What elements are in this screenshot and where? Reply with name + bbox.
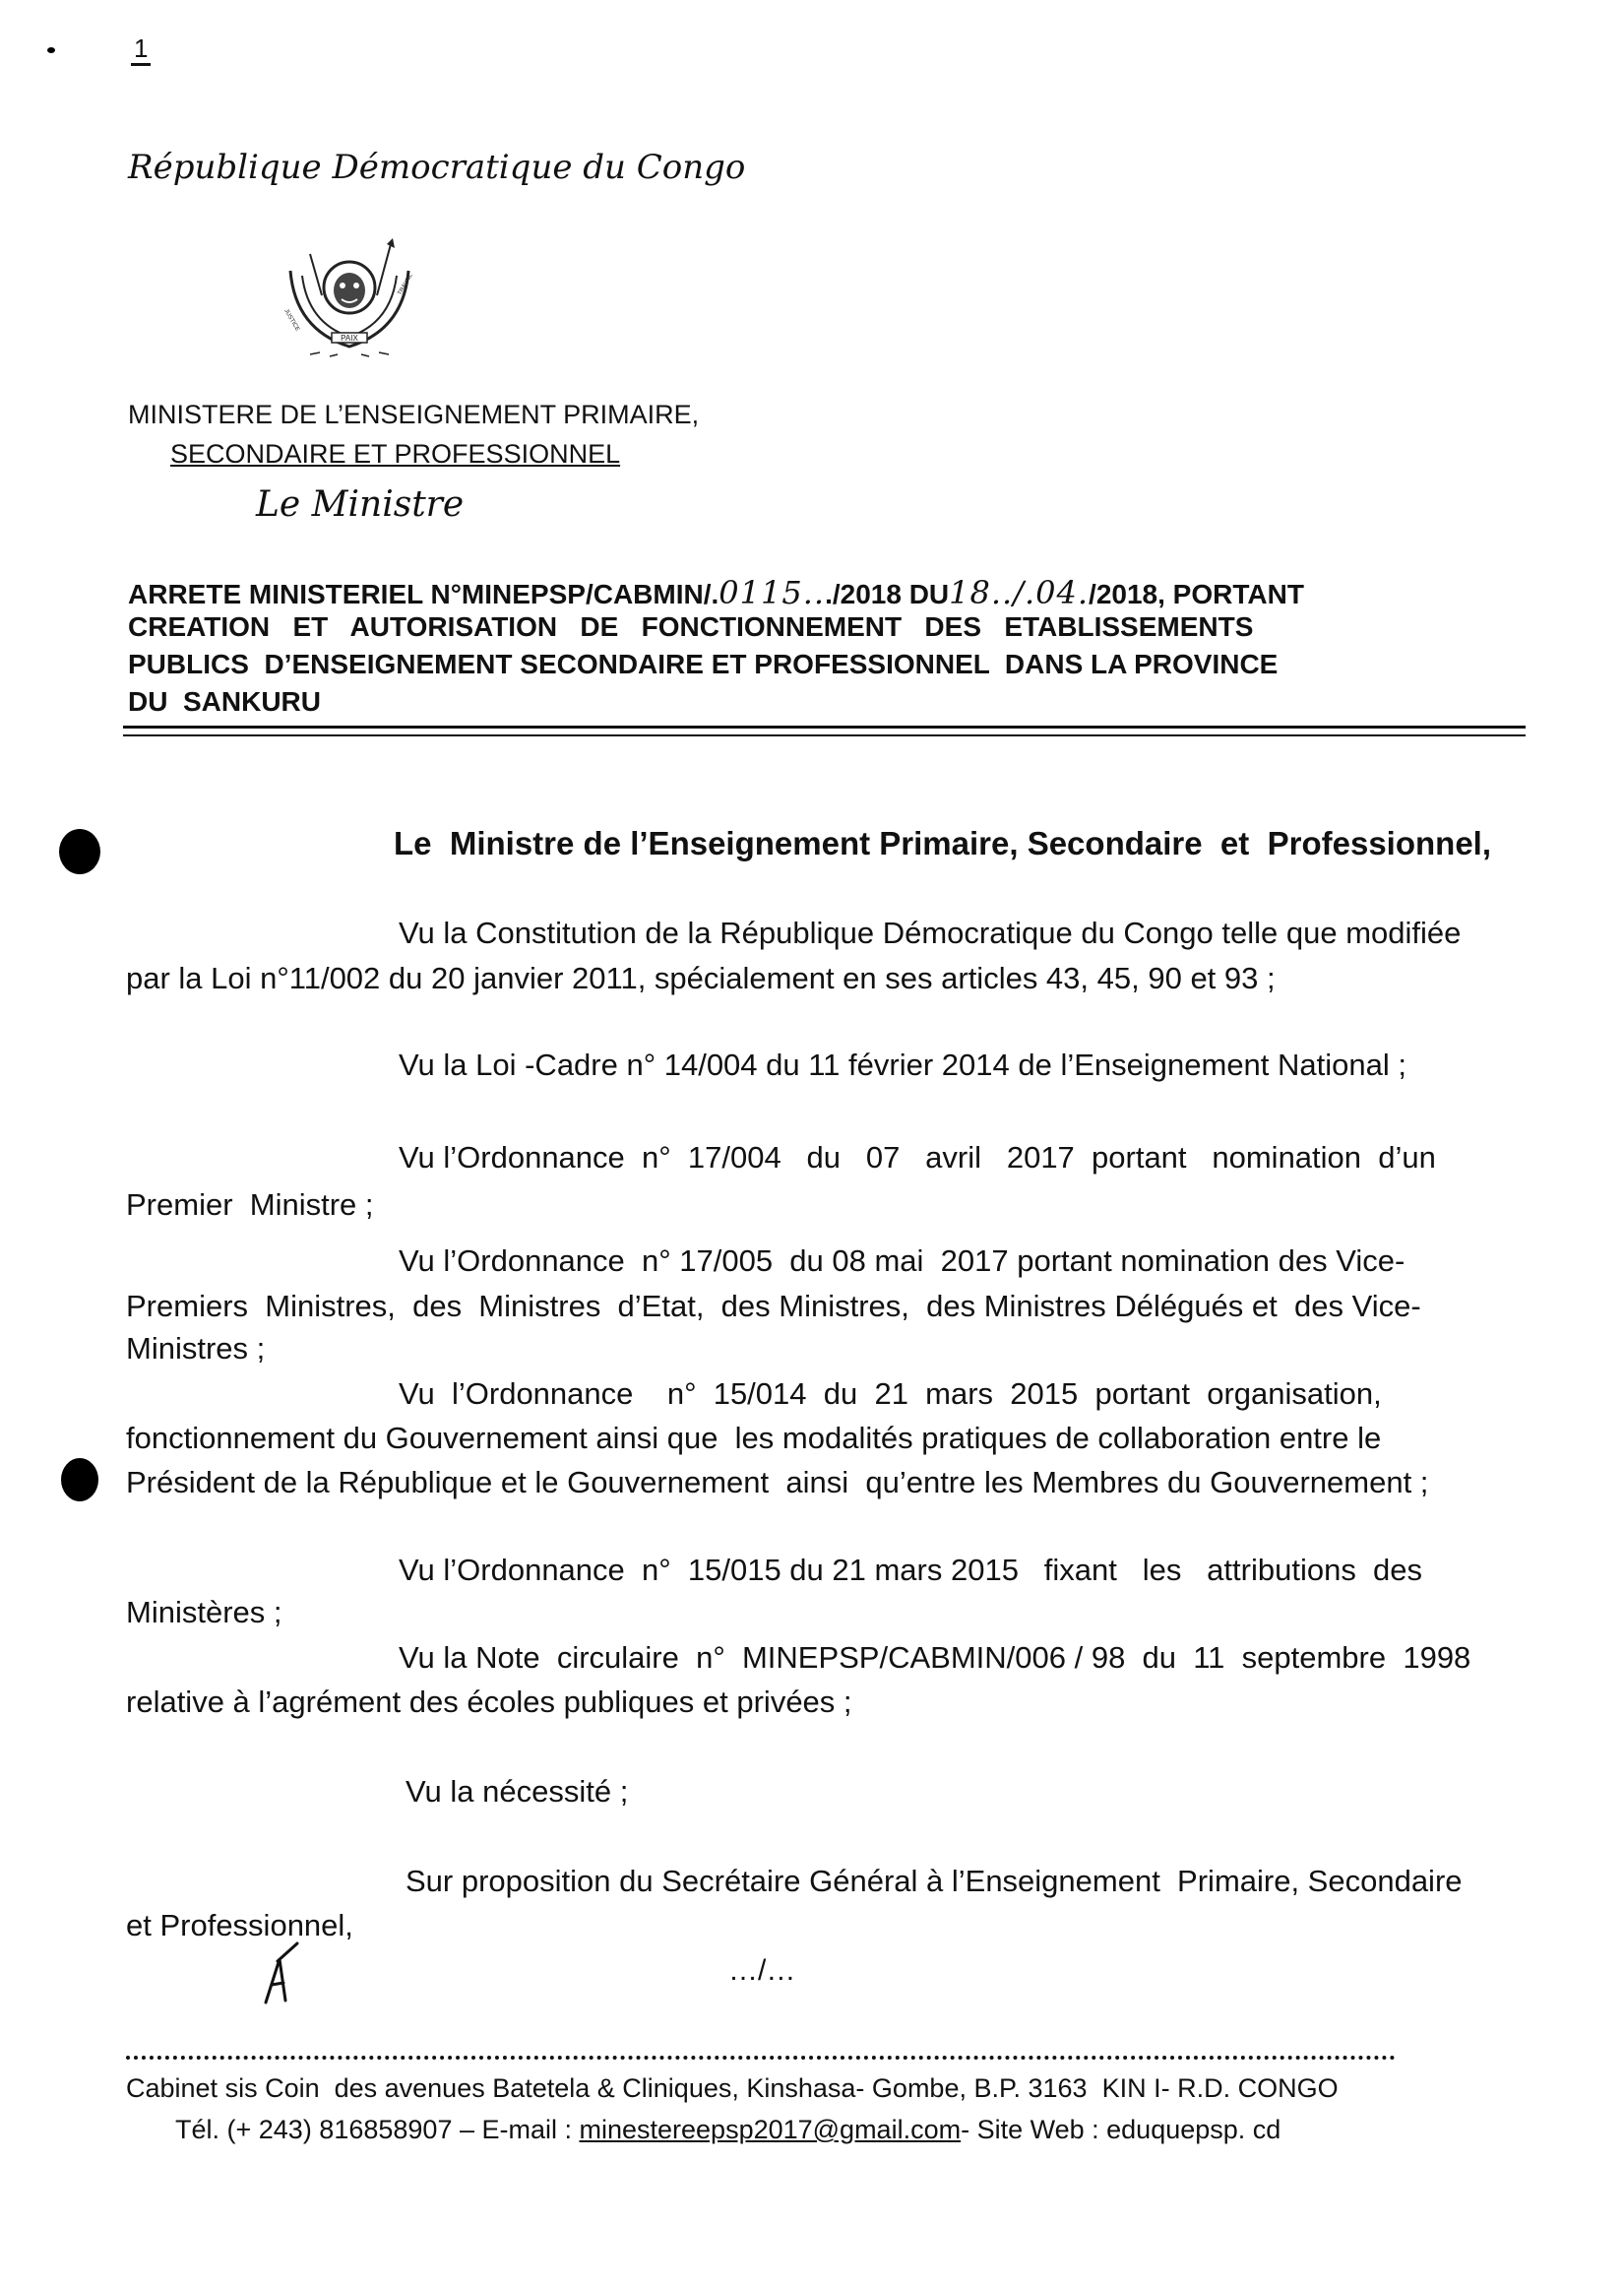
preamble-heading: Le Ministre de l’Enseignement Primaire, Secondaire et Professionnel, [394,825,1492,861]
p4-line-2: Premiers Ministres, des Ministres d’Etat, des Ministres, des Ministres Délégués et des Vice- [126,1289,1421,1323]
emblem-label: PAIX [341,334,358,343]
p1-line-2: par la Loi n°11/002 du 20 janvier 2011, spécialement en ses articles 43, 45, 90 et 93 ; [126,961,1276,995]
footer-phone: Tél. (+ 243) 816858907 – E-mail : [175,2115,580,2144]
emblem-motto-left: JUSTICE [282,308,300,333]
p4-line-1: Vu l’Ordonnance n° 17/005 du 08 mai 2017 portant nomination des Vice- [399,1243,1405,1278]
p3-line-2: Premier Ministre ; [126,1187,374,1222]
footer-address: Cabinet sis Coin des avenues Batetela & Cliniques, Kinshasa- Gombe, B.P. 3163 KIN I- R.D. CONGO [126,2073,1339,2103]
ministry-line-2: SECONDAIRE ET PROFESSIONNEL [170,439,621,469]
p5-line-2: fonctionnement du Gouvernement ainsi que les modalités pratiques de collaboration entre le [126,1421,1382,1455]
p6-line-2: Ministères ; [126,1595,282,1629]
decree-title-line-4: DU SANKURU [128,686,321,717]
p9-line-2: et Professionnel, [126,1908,353,1942]
title-rule-thin [123,734,1526,736]
title-part-c: /2018, PORTANT [1089,579,1304,609]
scan-speck [47,47,55,53]
continuation-mark: …/… [728,1954,796,1987]
ministry-line-1: MINISTERE DE L’ENSEIGNEMENT PRIMAIRE, [128,400,700,429]
p9-line-1: Sur proposition du Secrétaire Général à l’Enseignement Primaire, Secondaire [406,1864,1463,1898]
le-ministre: Le Ministre [256,484,465,525]
footer-contact [175,2115,1280,2145]
p7-line-1: Vu la Note circulaire n° MINEPSP/CABMIN/006 / 98 du 11 septembre 1998 [399,1640,1471,1675]
punch-hole-top [59,829,100,874]
handwritten-decree-number: 0115.. [718,574,826,611]
title-part-b: ./2018 DU [825,579,950,609]
footer-dotted-rule [126,2056,1396,2060]
p5-line-1: Vu l’Ordonnance n° 15/014 du 21 mars 2015 portant organisation, [399,1376,1382,1411]
decree-title-line-3: PUBLICS D’ENSEIGNEMENT SECONDAIRE ET PROFESSIONNEL DANS LA PROVINCE [128,649,1279,679]
p6-line-1: Vu l’Ordonnance n° 15/015 du 21 mars 2015 fixant les attributions des [399,1553,1423,1587]
p2-line-1: Vu la Loi -Cadre n° 14/004 du 11 février 2014 de l’Enseignement National ; [399,1048,1406,1082]
p8-line-1: Vu la nécessité ; [406,1774,629,1809]
page-number: 1 [134,33,149,63]
p7-line-2: relative à l’agrément des écoles publiques et privées ; [126,1685,852,1719]
footer-website: - Site Web : eduquepsp. cd [961,2115,1281,2144]
decree-title-line-1 [128,574,1521,611]
handwritten-decree-date: 18../.04. [949,574,1090,611]
title-part-a: ARRETE MINISTERIEL N°MINEPSP/CABMIN/. [128,579,719,609]
p4-line-3: Ministres ; [126,1331,266,1366]
footer-email-link[interactable]: minestereepsp2017@gmail.com [579,2115,962,2144]
p1-line-1: Vu la Constitution de la République Démocratique du Congo telle que modifiée [399,916,1462,950]
republic-name: République Démocratique du Congo [128,148,746,187]
page-number-underline [131,63,151,66]
p5-line-3: Président de la République et le Gouvernement ainsi qu’entre les Membres du Gouvernement ; [126,1465,1429,1499]
punch-hole-bottom [61,1458,98,1501]
coat-of-arms-icon [271,236,428,369]
initials-signature-icon [258,1939,307,2008]
p3-line-1: Vu l’Ordonnance n° 17/004 du 07 avril 2017 portant nomination d’un [399,1140,1436,1175]
title-rule-thick [123,726,1526,729]
decree-title-line-2: CREATION ET AUTORISATION DE FONCTIONNEMENT DES ETABLISSEMENTS [128,611,1254,642]
emblem-motto-right: TRAVAIL [397,273,414,296]
